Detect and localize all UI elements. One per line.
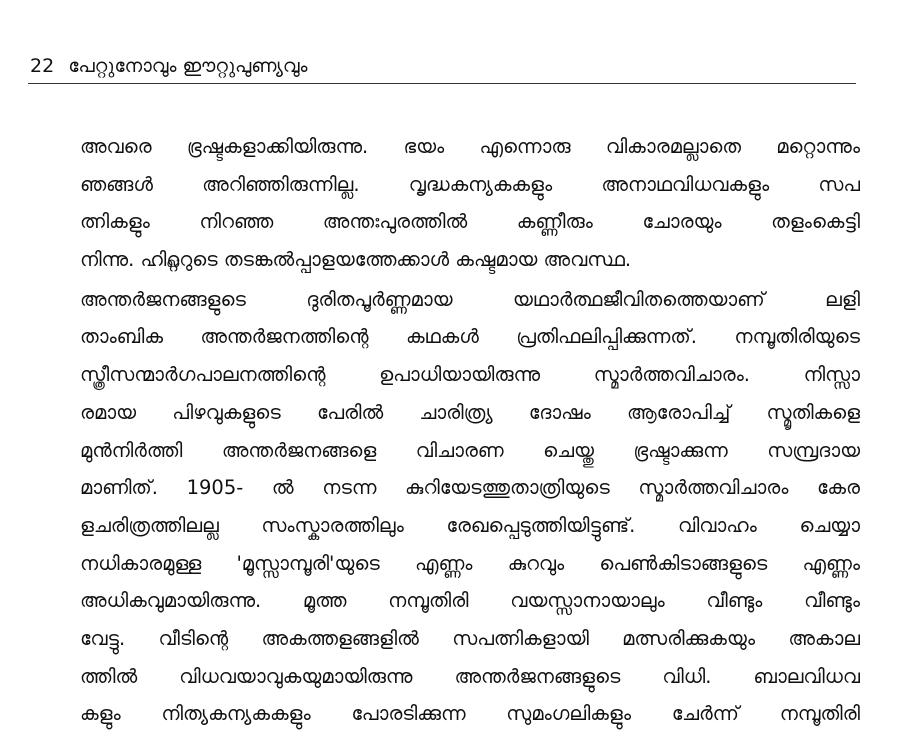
text-line: ളചരിത്രത്തിലല്ല സംസ്കാരത്തിലും രേഖപ്പെടുത്തിയിട്ടുണ്ട്. വിവാഹം ചെയ്യാ: [80, 513, 860, 537]
text-line: രമായ പിഴവുകളുടെ പേരിൽ ചാരിത്ര്യ ദോഷം ആരോപിച്ച് സ്മൃതികളെ: [80, 400, 860, 424]
text-line: അധികവുമായിരുന്നു. മൂത്ത നമ്പൂതിരി വയസ്സാനായാലും വീണ്ടും വീണ്ടും: [80, 589, 860, 613]
text-line: സ്ത്രീസന്മാർഗപാലനത്തിന്റെ ഉപാധിയായിരുന്നു സ്മാർത്തവിചാരം. നിസ്സാ: [80, 363, 860, 387]
running-head-title: പേറ്റുനോവും ഈറ്റുപുണ്യവും: [68, 55, 308, 77]
text-line: അവരെ ഭ്രഷ്ടകളാക്കിയിരുന്നു. ഭയം എന്നൊരു വികാരമല്ലാതെ മറ്റൊന്നും: [80, 135, 860, 158]
text-line: ത്തിൽ വിധവയാവുകയുമായിരുന്നു അന്തർജനങ്ങളുടെ വിധി. ബാലവിധവ: [80, 664, 860, 688]
header-rule: [28, 83, 856, 84]
text-line: ഞങ്ങൾ അറിഞ്ഞിരുന്നില്ല. വൃദ്ധകന്യകകളും അനാഥവിധവകളും സപ: [80, 172, 860, 196]
page-number: 22: [30, 55, 55, 77]
text-line: താംബിക അന്തർജനത്തിന്റെ കഥകൾ പ്രതിഫലിപ്പിക്കുന്നത്. നമ്പൂതിരിയുടെ: [80, 325, 860, 349]
text-line: മാണിത്. 1905- ൽ നടന്ന കുറിയേടത്തുതാത്രിയുടെ സ്മാർത്തവിചാരം കേര: [80, 476, 860, 500]
text-line: മുൻനിർത്തി അന്തർജനങ്ങളെ വിചാരണ ചെയ്തു ഭ്രഷ്ടാക്കുന്ന സമ്പ്രദായ: [80, 438, 860, 462]
paragraph-2: [80, 281, 860, 733]
text-line: ത്നികളും നിറഞ്ഞ അന്തഃപുരത്തിൽ കണ്ണീരും ചോരയും തളംകെട്ടി: [80, 210, 860, 234]
text-line: നിന്നു. ഹിറ്റ്ലറുടെ തടങ്കൽപ്പാളയത്തേക്കാൾ കഷ്ടമായ അവസ്ഥ.: [80, 248, 632, 272]
text-line: നധികാരമുള്ള 'മൂസ്സാമ്പൂരി'യുടെ എണ്ണം കുറവും പെൺകിടാങ്ങളുടെ എണ്ണം: [80, 551, 860, 575]
text-line: അന്തർജനങ്ങളുടെ ദുരിതപൂർണ്ണമായ യഥാർത്ഥജീവിതത്തെയാണ് ലളി: [80, 287, 860, 311]
text-line: കളും നിത്യകന്യകകളും പോരടിക്കുന്ന സുമംഗലികളും ചേർന്ന് നമ്പൂതിരി: [80, 702, 860, 726]
body-text: [80, 128, 860, 733]
paragraph-1: [80, 128, 860, 279]
running-head: [30, 54, 307, 78]
text-line: വേട്ടു. വീടിന്റെ അകത്തളങ്ങളിൽ സപത്നികളായി മത്സരിക്കുകയും അകാല: [80, 626, 860, 650]
